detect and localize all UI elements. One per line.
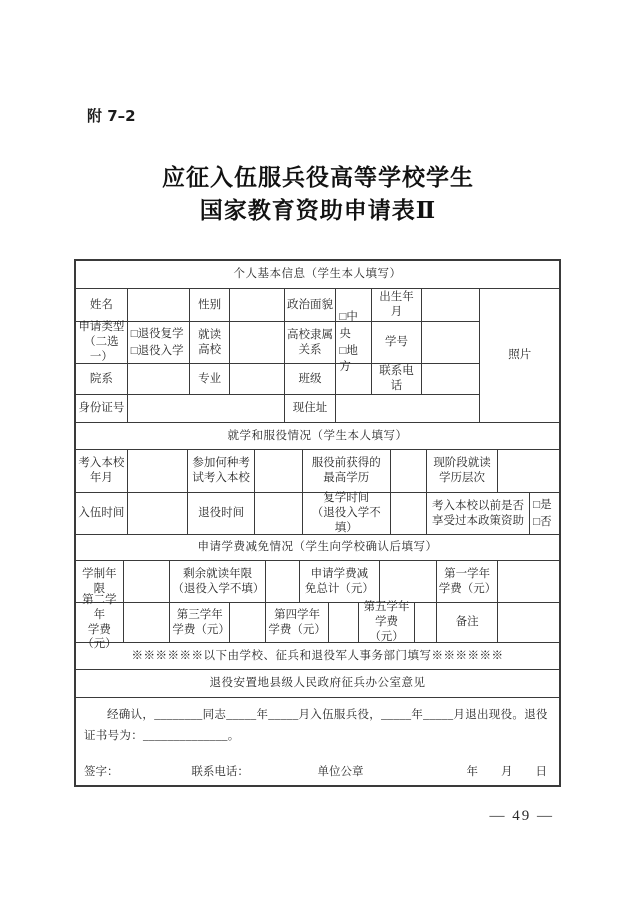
form-title-line2: 国家教育资助申请表Ⅱ bbox=[199, 198, 437, 223]
confirmation-text: 经确认，________同志_____年_____月入伍服兵役，_____年_____月退出现役。退役证书号为：______________。 bbox=[84, 709, 548, 743]
program-length-input[interactable] bbox=[124, 561, 171, 602]
remarks-label: 备注 bbox=[437, 603, 499, 642]
resume-study-date-input[interactable] bbox=[391, 493, 427, 534]
application-form-table bbox=[74, 259, 561, 787]
gender-label: 性别 bbox=[190, 289, 230, 321]
year1-tuition-input[interactable] bbox=[498, 561, 559, 602]
pre-service-education-input[interactable] bbox=[391, 450, 427, 492]
university-affiliation-label: 高校隶属 关系 bbox=[285, 322, 337, 363]
discharge-date-input[interactable] bbox=[255, 493, 303, 534]
year3-tuition-label: 第三学年 学费（元） bbox=[170, 603, 230, 642]
student-id-label: 学号 bbox=[372, 322, 422, 363]
unit-seal-label: 单位公章 bbox=[317, 766, 364, 779]
checkbox-option[interactable]: □否 bbox=[533, 515, 552, 528]
signature-row bbox=[76, 765, 559, 785]
official-use-notice: ※※※※※※以下由学校、征兵和退役军人事务部门填写※※※※※※ bbox=[76, 643, 559, 670]
remaining-years-input[interactable] bbox=[266, 561, 300, 602]
current-address-label: 现住址 bbox=[285, 395, 337, 422]
enlistment-date-label: 入伍时间 bbox=[76, 493, 128, 534]
class-label: 班级 bbox=[285, 364, 337, 394]
birth-date-input[interactable] bbox=[422, 289, 481, 321]
application-type-label: 申请类型 （二选一） bbox=[76, 322, 128, 363]
id-number-input[interactable] bbox=[128, 395, 285, 422]
section-header-personal-info: 个人基本信息（学生本人填写） bbox=[76, 261, 559, 289]
current-address-input[interactable] bbox=[336, 395, 480, 422]
signature-label: 签字： bbox=[84, 766, 119, 779]
application-type-options bbox=[128, 322, 191, 363]
political-status-label: 政治面貌 bbox=[285, 289, 337, 321]
year5-tuition-label: 第五学年 学费（元） bbox=[359, 603, 415, 642]
gender-input[interactable] bbox=[230, 289, 285, 321]
birth-date-label: 出生年月 bbox=[372, 289, 422, 321]
total-waiver-input[interactable] bbox=[380, 561, 437, 602]
year5-tuition-input[interactable] bbox=[415, 603, 437, 642]
program-length-label: 学制年限 bbox=[76, 561, 124, 602]
name-input[interactable] bbox=[128, 289, 191, 321]
prior-subsidy-options bbox=[530, 493, 559, 534]
major-input[interactable] bbox=[230, 364, 285, 394]
class-input[interactable] bbox=[336, 364, 372, 394]
department-label: 院系 bbox=[76, 364, 128, 394]
enlistment-date-input[interactable] bbox=[128, 493, 189, 534]
name-label: 姓名 bbox=[76, 289, 128, 321]
remarks-input[interactable] bbox=[498, 603, 559, 642]
photo-cell[interactable]: 照片 bbox=[508, 349, 532, 362]
section-header-tuition-waiver: 申请学费减免情况（学生向学校确认后填写） bbox=[76, 535, 559, 561]
checkbox-option[interactable]: □地方 bbox=[339, 344, 358, 374]
year3-tuition-input[interactable] bbox=[230, 603, 266, 642]
discharge-date-label: 退役时间 bbox=[188, 493, 255, 534]
year2-tuition-label: 第二学年 学费（元） bbox=[76, 603, 124, 642]
contact-phone-label: 联系电话： bbox=[191, 766, 249, 779]
attachment-number-label: 附 7–2 bbox=[87, 107, 136, 125]
total-waiver-label: 申请学费减 免总计（元） bbox=[300, 561, 381, 602]
prior-subsidy-label: 考入本校以前是否 享受过本政策资助 bbox=[427, 493, 530, 534]
remaining-years-label: 剩余就读年限 （退役入学不填） bbox=[170, 561, 265, 602]
year4-tuition-input[interactable] bbox=[329, 603, 359, 642]
draft-office-opinion-header: 退役安置地县级人民政府征兵办公室意见 bbox=[76, 670, 559, 698]
form-title bbox=[0, 161, 636, 227]
confirmation-block bbox=[76, 698, 559, 785]
contact-phone-label: 联系电话 bbox=[372, 364, 422, 394]
checkbox-option[interactable]: □退役复学 bbox=[130, 327, 184, 340]
year4-tuition-label: 第四学年 学费（元） bbox=[266, 603, 330, 642]
current-education-level-input[interactable] bbox=[498, 450, 559, 492]
year1-tuition-label: 第一学年 学费（元） bbox=[437, 561, 499, 602]
date-label: 年 月 日 bbox=[466, 766, 547, 779]
section-header-study-service: 就学和服役情况（学生本人填写） bbox=[76, 423, 559, 450]
enrollment-date-input[interactable] bbox=[128, 450, 189, 492]
major-label: 专业 bbox=[190, 364, 230, 394]
checkbox-option[interactable]: □退役入学 bbox=[130, 344, 184, 357]
form-title-line1: 应征入伍服兵役高等学校学生 bbox=[162, 165, 474, 190]
university-label: 就读 高校 bbox=[190, 322, 230, 363]
id-number-label: 身份证号 bbox=[76, 395, 128, 422]
checkbox-option[interactable]: □中央 bbox=[339, 311, 358, 340]
contact-phone-input[interactable] bbox=[422, 364, 481, 394]
entrance-exam-type-label: 参加何种考 试考入本校 bbox=[188, 450, 255, 492]
page-number: — 49 — bbox=[489, 808, 554, 824]
enrollment-date-label: 考入本校 年月 bbox=[76, 450, 128, 492]
current-education-level-label: 现阶段就读 学历层次 bbox=[427, 450, 499, 492]
student-id-input[interactable] bbox=[422, 322, 481, 363]
university-affiliation-options bbox=[336, 311, 372, 374]
department-input[interactable] bbox=[128, 364, 191, 394]
checkbox-option[interactable]: □是 bbox=[533, 498, 552, 511]
university-input[interactable] bbox=[230, 322, 285, 363]
entrance-exam-type-input[interactable] bbox=[255, 450, 303, 492]
resume-study-date-label: 复学时间 （退役入学不填） bbox=[303, 493, 391, 534]
pre-service-education-label: 服役前获得的 最高学历 bbox=[303, 450, 391, 492]
year2-tuition-input[interactable] bbox=[124, 603, 171, 642]
